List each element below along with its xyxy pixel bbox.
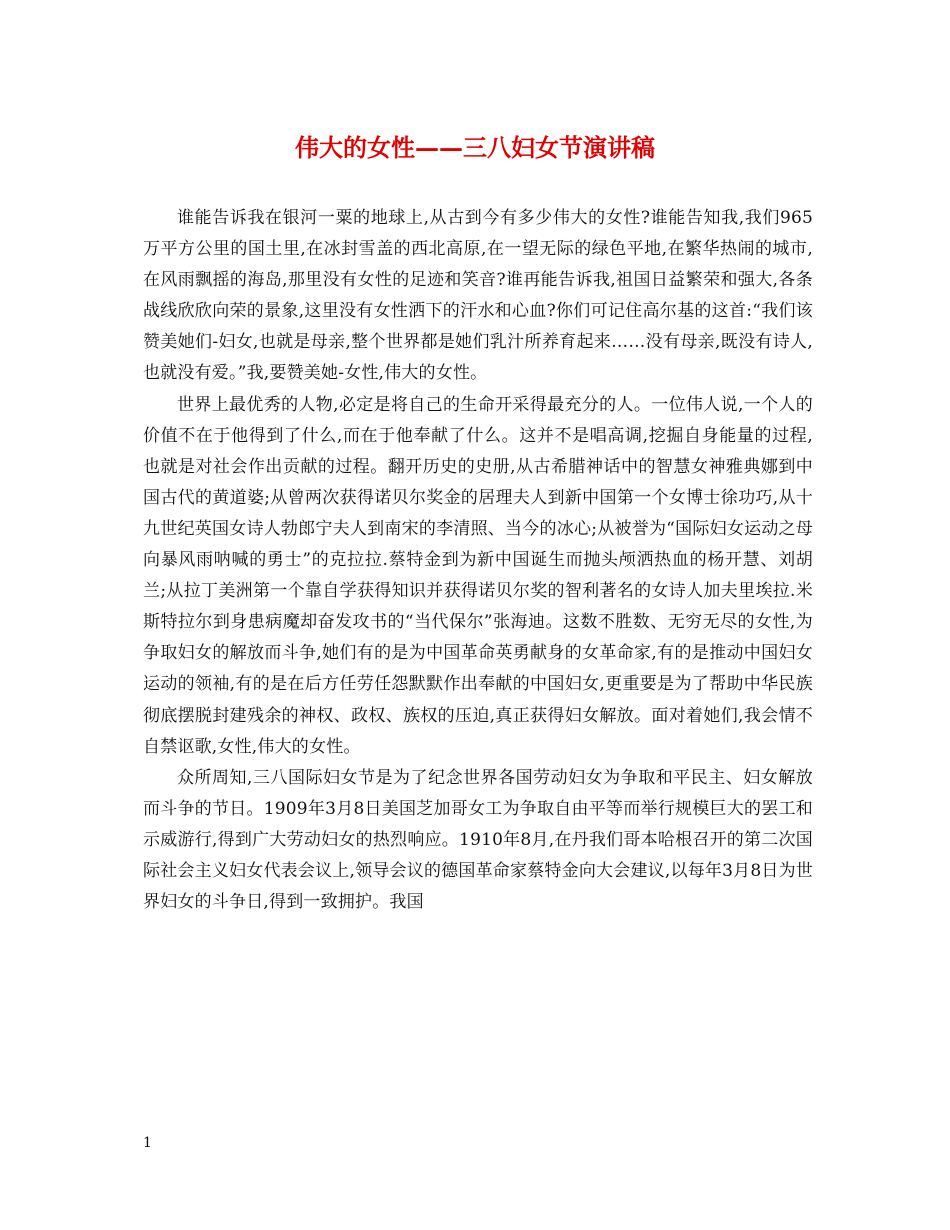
- page-number: 1: [143, 1135, 152, 1151]
- document-body: [143, 203, 813, 918]
- paragraph-3: 众所周知,三八国际妇女节是为了纪念世界各国劳动妇女为争取和平民主、妇女解放而斗争的节日。1909年3月8日美国芝加哥女工为争取自由平等而举行规模巨大的罢工和示威游行,得到广大劳动妇女的热烈响应。1910年8月,在丹我们哥本哈根召开的第二次国际社会主义妇女代表会议上,领导会议的德国革命家蔡特金向大会建议,以每年3月8日为世界妇女的斗争日,得到一致拥护。我国: [143, 767, 813, 913]
- document-title: 伟大的女性——三八妇女节演讲稿: [295, 133, 655, 162]
- paragraph-1: 谁能告诉我在银河一粟的地球上,从古到今有多少伟大的女性?谁能告知我,我们965万平方公里的国土里,在冰封雪盖的西北高原,在一望无际的绿色平地,在繁华热闹的城市,在风雨飘摇的海岛,那里没有女性的足迹和笑音?谁再能告诉我,祖国日益繁荣和强大,各条战线欣欣向荣的景象,这里没有女性洒下的汗水和心血?你们可记住高尔基的这首:“我们该赞美她们-妇女,也就是母亲,整个世界都是她们乳汁所养育起来……没有母亲,既没有诗人,也就没有爱。”我,要赞美她-女性,伟大的女性。: [143, 208, 813, 384]
- paragraph-2: 世界上最优秀的人物,必定是将自己的生命开采得最充分的人。一位伟人说,一个人的价值不在于他得到了什么,而在于他奉献了什么。这并不是唱高调,挖掘自身能量的过程,也就是对社会作出贡献的过程。翻开历史的史册,从古希腊神话中的智慧女神雅典娜到中国古代的黄道婆;从曾两次获得诺贝尔奖金的居理夫人到新中国第一个女博士徐功巧,从十九世纪英国女诗人勃郎宁夫人到南宋的李清照、当今的冰心;从被誉为“国际妇女运动之母向暴风雨呐喊的勇士”的克拉拉.蔡特金到为新中国诞生而抛头颅洒热血的杨开慧、刘胡兰;从拉丁美洲第一个靠自学获得知识并获得诺贝尔奖的智利著名的女诗人加夫里埃拉.米斯特拉尔到身患病魔却奋发攻书的“当代保尔”张海迪。这数不胜数、无穷无尽的女性,为争取妇女的解放而斗争,她们有的是为中国革命英勇献身的女革命家,有的是推动中国妇女运动的领袖,有的是在后方任劳任怨默默作出奉献的中国妇女,更重要是为了帮助中华民族彻底摆脱封建残余的神权、政权、族权的压迫,真正获得妇女解放。面对着她们,我会情不自禁讴歌,女性,伟大的女性。: [143, 394, 813, 757]
